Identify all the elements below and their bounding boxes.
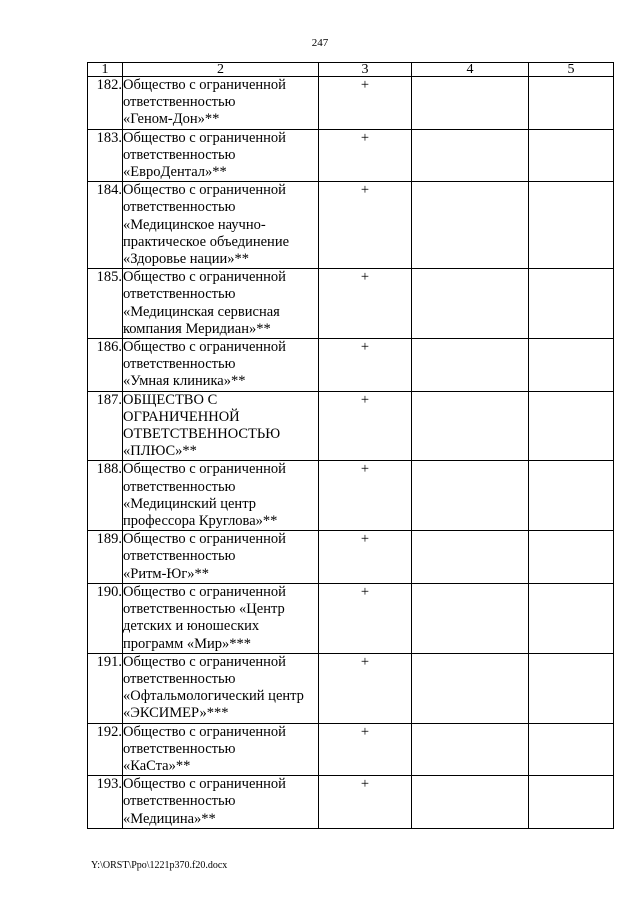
registry-table [87,62,614,829]
column-5-cell [529,723,614,776]
column-4-cell [412,723,529,776]
page-number: 247 [311,37,329,49]
column-4-cell [412,531,529,584]
row-number-cell: 187. [88,391,123,461]
column-4-cell [412,182,529,269]
column-5-cell [529,583,614,653]
row-number-cell: 191. [88,653,123,723]
column-3-cell: + [319,77,412,130]
column-4-cell [412,583,529,653]
column-4-cell [412,339,529,392]
column-3-cell: + [319,129,412,182]
organization-name-cell: Общество с ограниченной ответственностью «КаСта»** [123,723,319,776]
column-3-cell: + [319,391,412,461]
organization-name-cell: Общество с ограниченной ответственностью «Центр детских и юношеских программ «Мир»*** [123,583,319,653]
table-row [88,776,614,829]
organization-name-cell: Общество с ограниченной ответственностью «Медицина»** [123,776,319,829]
header-col-1: 1 [88,63,123,77]
footer-file-path: Y:\ORST\Ppo\1221p370.f20.docx [91,860,228,871]
row-number-cell: 193. [88,776,123,829]
table-row [88,391,614,461]
column-5-cell [529,269,614,339]
column-3-cell: + [319,583,412,653]
row-number-cell: 182. [88,77,123,130]
column-4-cell [412,129,529,182]
table-row [88,182,614,269]
row-number-cell: 184. [88,182,123,269]
row-number-cell: 188. [88,461,123,531]
organization-name-cell: Общество с ограниченной ответственностью «Умная клиника»** [123,339,319,392]
column-5-cell [529,182,614,269]
column-4-cell [412,269,529,339]
table-row [88,461,614,531]
column-3-cell: + [319,531,412,584]
column-5-cell [529,391,614,461]
table-row [88,77,614,130]
header-col-5: 5 [529,63,614,77]
column-5-cell [529,461,614,531]
table-row [88,129,614,182]
column-4-cell [412,77,529,130]
organization-name-cell: ОБЩЕСТВО С ОГРАНИЧЕННОЙ ОТВЕТСТВЕННОСТЬЮ «ПЛЮС»** [123,391,319,461]
column-3-cell: + [319,723,412,776]
table-header-row [88,63,614,77]
column-5-cell [529,776,614,829]
table-row [88,653,614,723]
column-3-cell: + [319,461,412,531]
row-number-cell: 192. [88,723,123,776]
column-3-cell: + [319,339,412,392]
table-row [88,269,614,339]
column-5-cell [529,339,614,392]
organization-name-cell: Общество с ограниченной ответственностью «Медицинская сервисная компания Меридиан»** [123,269,319,339]
table-row [88,339,614,392]
organization-name-cell: Общество с ограниченной ответственностью «Медицинское научно- практическое объединение «Здоровье нации»** [123,182,319,269]
organization-name-cell: Общество с ограниченной ответственностью «ЕвроДентал»** [123,129,319,182]
header-col-3: 3 [319,63,412,77]
header-col-2: 2 [123,63,319,77]
table-row [88,583,614,653]
organization-name-cell: Общество с ограниченной ответственностью «Медицинский центр профессора Круглова»** [123,461,319,531]
row-number-cell: 186. [88,339,123,392]
column-4-cell [412,776,529,829]
column-4-cell [412,391,529,461]
row-number-cell: 190. [88,583,123,653]
row-number-cell: 189. [88,531,123,584]
column-3-cell: + [319,182,412,269]
column-3-cell: + [319,776,412,829]
header-col-4: 4 [412,63,529,77]
column-5-cell [529,77,614,130]
organization-name-cell: Общество с ограниченной ответственностью «Геном-Дон»** [123,77,319,130]
column-5-cell [529,531,614,584]
column-5-cell [529,129,614,182]
table-row [88,531,614,584]
organization-name-cell: Общество с ограниченной ответственностью «Ритм-Юг»** [123,531,319,584]
organization-name-cell: Общество с ограниченной ответственностью «Офтальмологический центр «ЭКСИМЕР»*** [123,653,319,723]
column-5-cell [529,653,614,723]
table-row [88,723,614,776]
column-3-cell: + [319,269,412,339]
row-number-cell: 183. [88,129,123,182]
column-3-cell: + [319,653,412,723]
row-number-cell: 185. [88,269,123,339]
column-4-cell [412,461,529,531]
column-4-cell [412,653,529,723]
